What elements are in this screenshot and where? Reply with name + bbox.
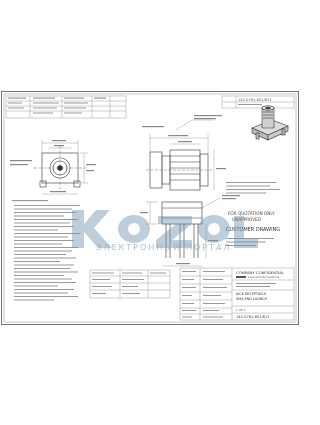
customer-drawing-label: CUSTOMER DRAWING [226, 227, 281, 233]
title-line-1: JACK RECEPTACLE [236, 292, 267, 296]
status-label: FOR QUOTATION ONLY [228, 211, 275, 216]
watermark-text: ЭЛЕКТРОННЫЙ ПОРТАЛ [96, 243, 232, 252]
brand-label: Connectivity Solutions [248, 275, 280, 279]
top-part-number: 142-0761-801/811 [238, 97, 272, 102]
title-block-part-number: 142-0761-801/811 [236, 315, 270, 319]
title-line-2: SMA END LAUNCH [236, 297, 268, 301]
company-label: COMPANY CONFIDENTIAL [236, 270, 285, 275]
sheet-number: 1 OF 1 [236, 308, 246, 312]
status-label-2: UNAPPROVED [232, 217, 261, 222]
brand-logo [236, 276, 246, 278]
drawing-sheet [0, 90, 300, 326]
